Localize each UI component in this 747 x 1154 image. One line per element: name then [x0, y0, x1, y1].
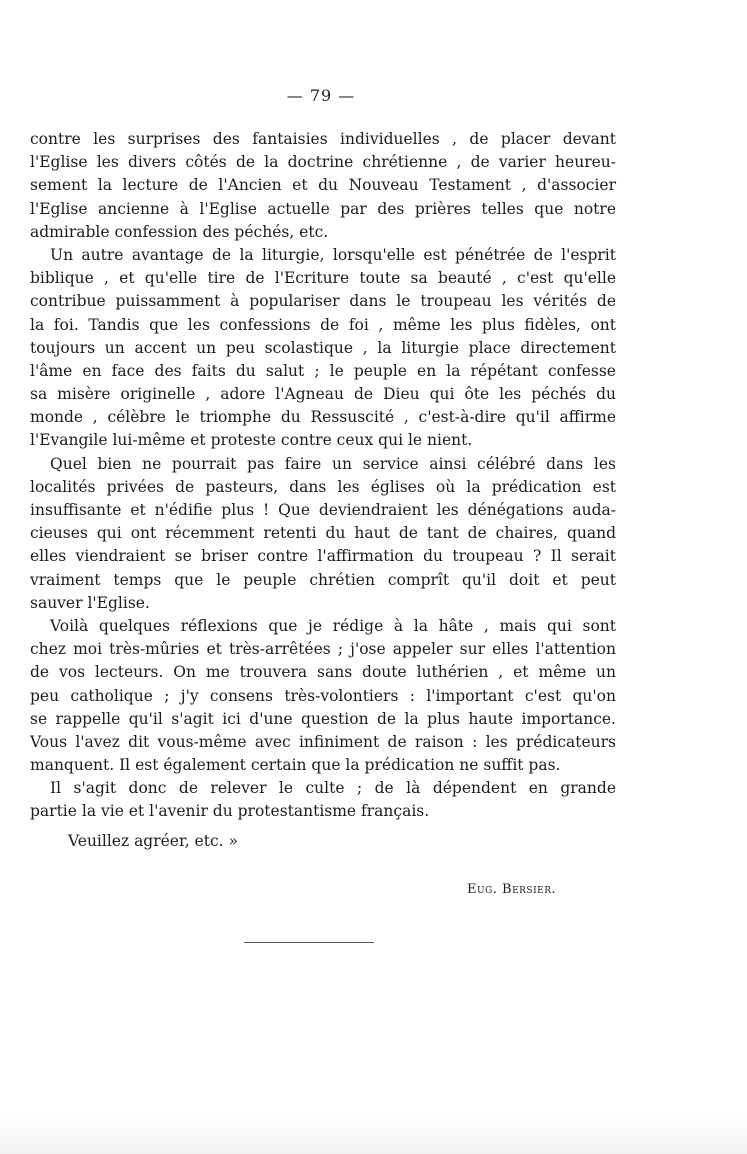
body-text	[30, 128, 616, 824]
signature: Eug. Bersier.	[467, 882, 557, 897]
paragraph-5	[30, 777, 616, 823]
text-line: chez moi très-mûries et très-arrêtées ; j'ose appeler sur elles l'attention	[30, 640, 616, 659]
text-line: peu catholique ; j'y consens très-volontiers : l'important c'est qu'on	[30, 686, 616, 705]
text-line: cieuses qui ont récemment retenti du haut de tant de chaires, quand	[30, 524, 616, 543]
text-line: l'Evangile lui-même et proteste contre ceux qui le nient.	[30, 431, 473, 450]
text-line: insuffisante et n'édifie plus ! Que deviendraient les dénégations auda-	[30, 501, 616, 519]
text-line: admirable confession des péchés, etc.	[30, 222, 329, 241]
text-line: partie la vie et l'avenir du protestantisme français.	[30, 802, 430, 821]
text-line: Un autre avantage de la liturgie, lorsqu'elle est pénétrée de l'esprit	[50, 245, 616, 264]
text-line: toujours un accent un peu scolastique , la liturgie place directement	[30, 338, 616, 357]
text-line: l'âme en face des faits du salut ; le peuple en la répétant confesse	[30, 361, 616, 380]
text-line: la foi. Tandis que les confessions de foi , même les plus fidèles, ont	[30, 315, 616, 334]
text-line: sa misère originelle , adore l'Agneau de Dieu qui ôte les péchés du	[30, 385, 616, 404]
text-line: se rappelle qu'il s'agit ici d'une question de la plus haute importance.	[30, 709, 616, 728]
text-line: vraiment temps que le peuple chrétien comprît qu'il doit et peut	[30, 570, 616, 589]
end-rule	[244, 942, 374, 943]
paragraph-4	[30, 615, 616, 777]
text-line: manquent. Il est également certain que la prédication ne suffit pas.	[30, 756, 561, 775]
paragraph-2	[30, 244, 616, 453]
closing-formula: Veuillez agréer, etc. »	[68, 832, 238, 850]
text-line: l'Eglise les divers côtés de la doctrine chrétienne , de varier heureu-	[30, 153, 616, 172]
text-line: elles viendraient se briser contre l'affirmation du troupeau ? Il serait	[30, 547, 616, 566]
text-line: monde , célèbre le triomphe du Ressuscité , c'est-à-dire qu'il affirme	[30, 408, 616, 427]
text-line: localités privées de pasteurs, dans les églises où la prédication est	[30, 477, 616, 496]
text-line: biblique , et qu'elle tire de l'Ecriture toute sa beauté , c'est qu'elle	[30, 269, 616, 288]
paragraph-1	[30, 128, 616, 244]
text-line: sement la lecture de l'Ancien et du Nouveau Testament , d'associer	[30, 176, 616, 195]
text-line: Vous l'avez dit vous-même avec infiniment de raison : les prédicateurs	[30, 732, 616, 751]
text-line: Quel bien ne pourrait pas faire un service ainsi célébré dans les	[50, 454, 616, 473]
text-line: contribue puissamment à populariser dans le troupeau les vérités de	[30, 292, 616, 311]
text-line: l'Eglise ancienne à l'Eglise actuelle par des prières telles que notre	[30, 199, 616, 218]
paragraph-3	[30, 453, 616, 615]
text-line: contre les surprises des fantaisies individuelles , de placer devant	[30, 130, 616, 148]
text-line: sauver l'Eglise.	[30, 593, 150, 612]
page-number: — 79 —	[286, 86, 356, 105]
text-line: Il s'agit donc de relever le culte ; de là dépendent en grande	[50, 779, 616, 798]
text-line: de vos lecteurs. On me trouvera sans doute luthérien , et même un	[30, 663, 616, 682]
text-line: Voilà quelques réflexions que je rédige à la hâte , mais qui sont	[50, 616, 616, 635]
scan-shading	[0, 1114, 747, 1154]
